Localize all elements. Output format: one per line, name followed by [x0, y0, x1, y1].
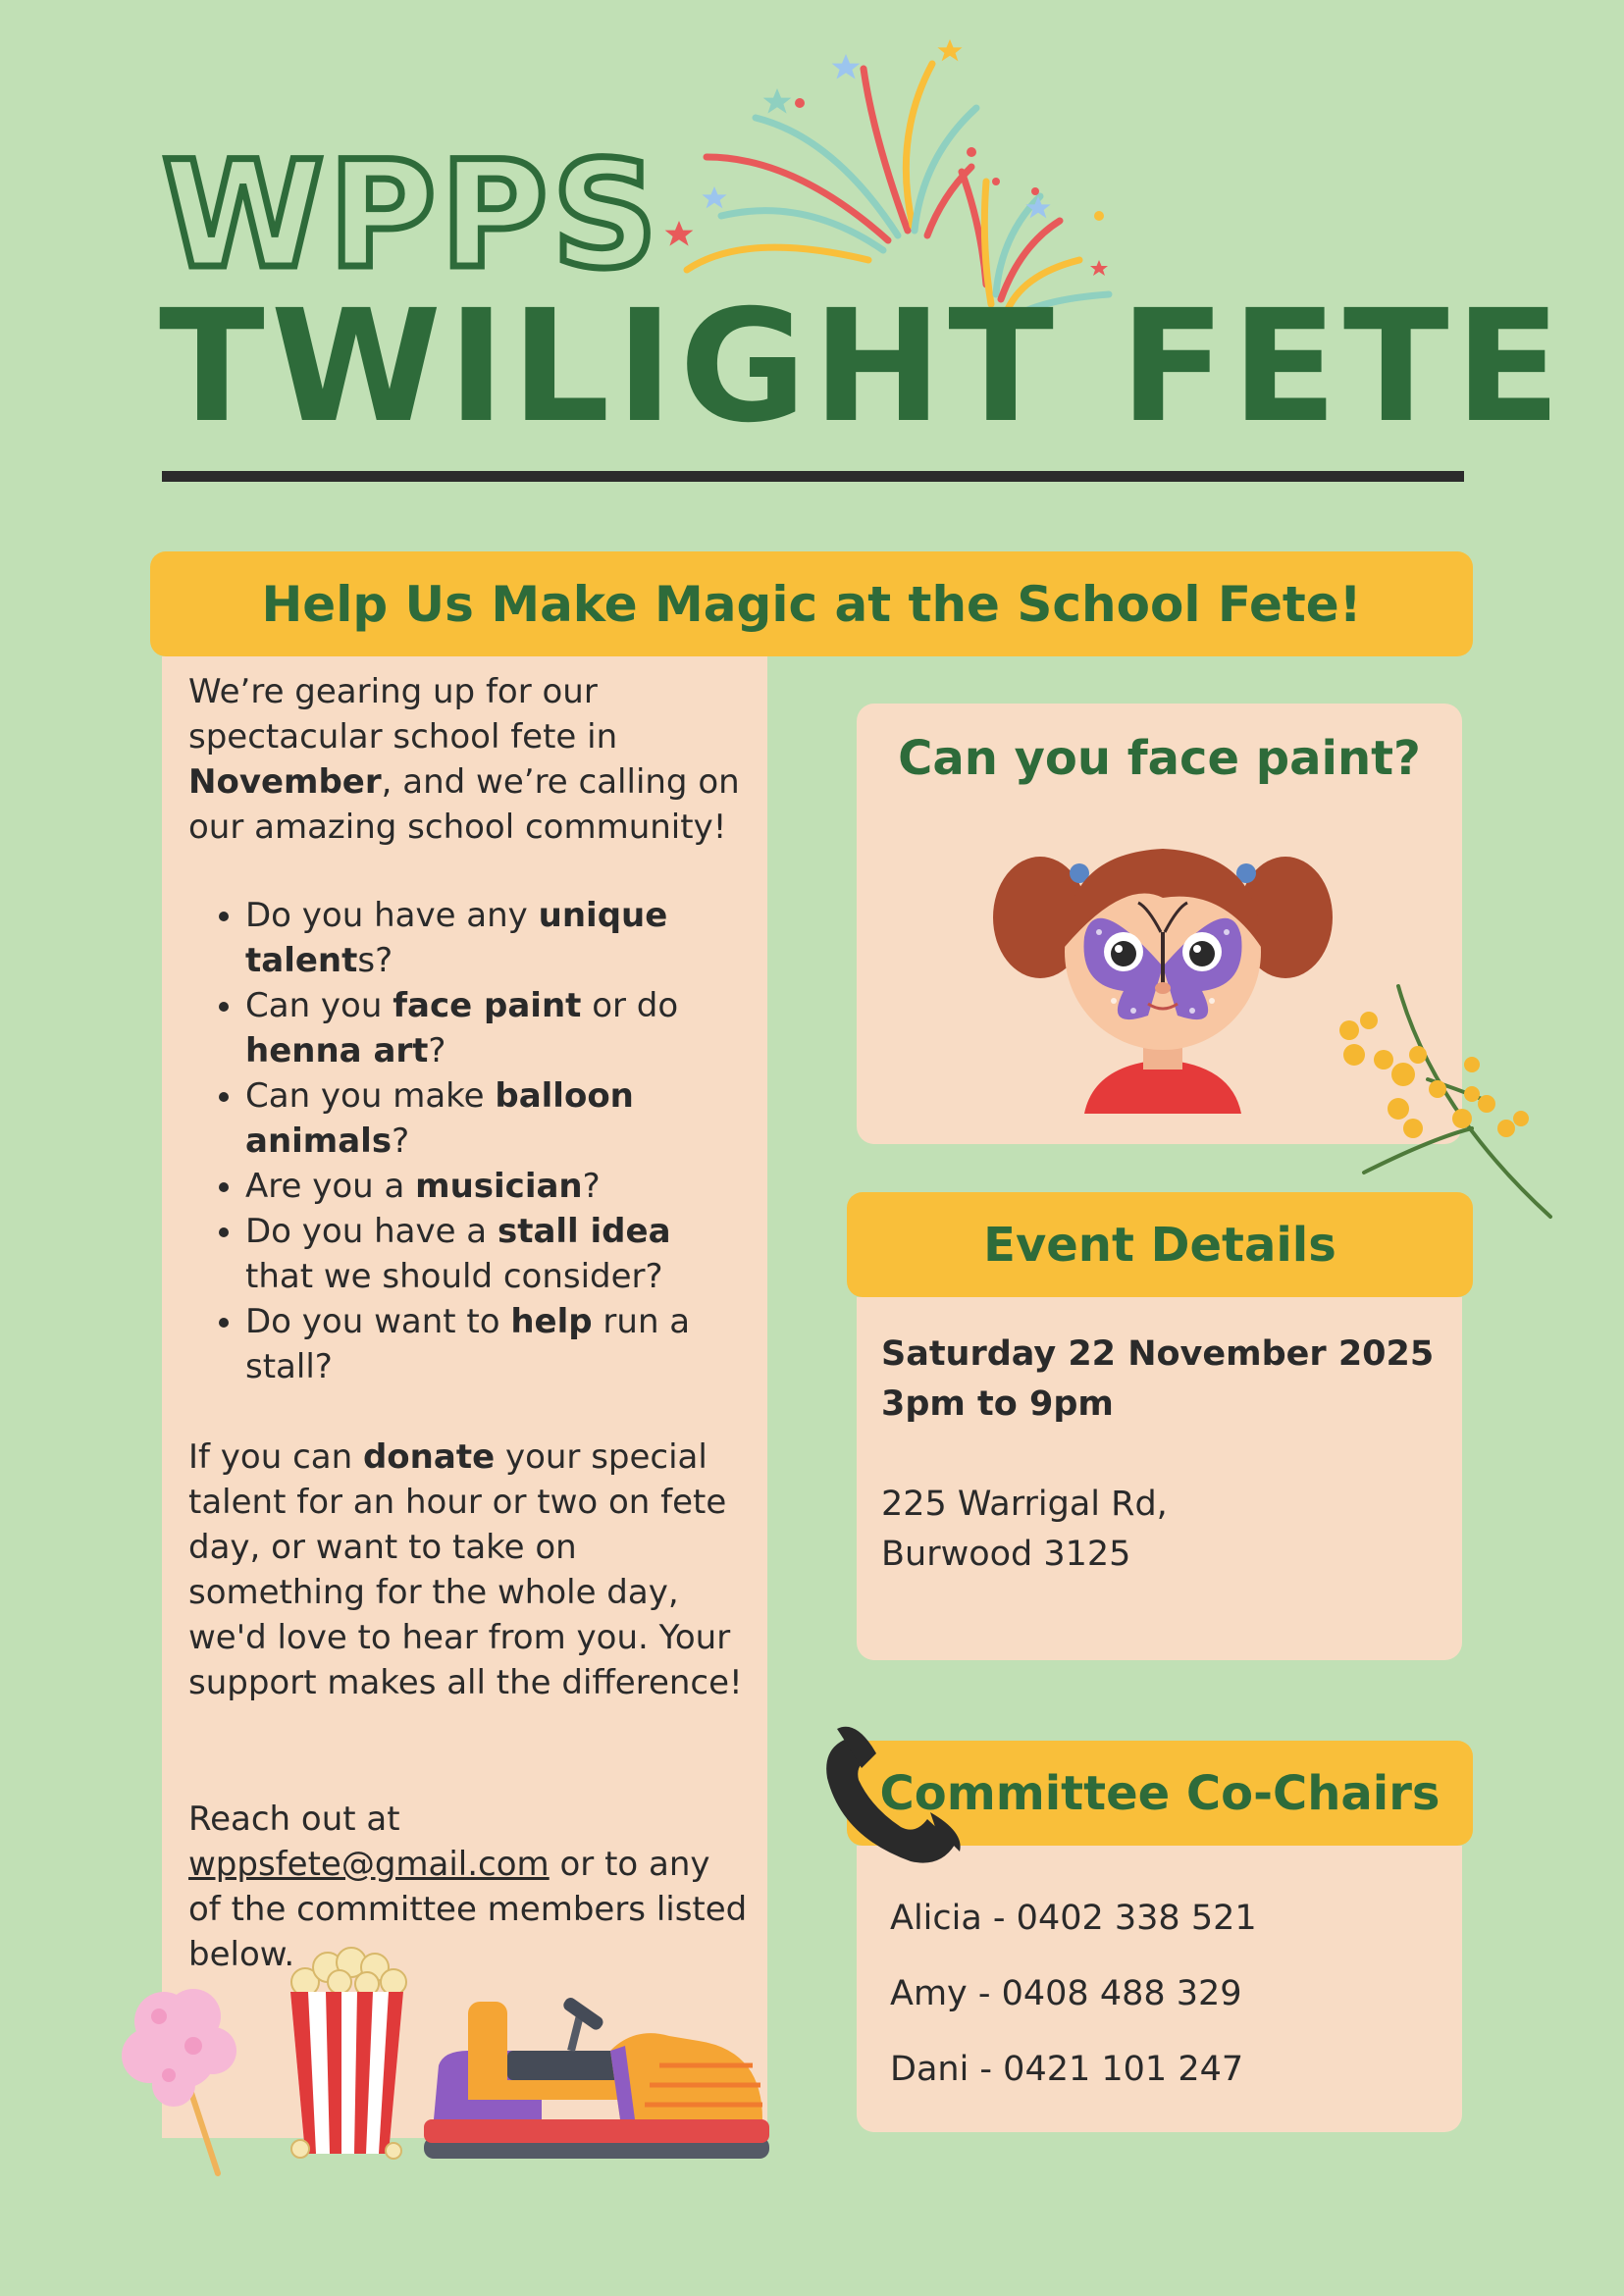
main-banner — [150, 551, 1473, 656]
cotton-candy-icon — [120, 1977, 247, 2178]
contact-paragraph: Reach out at wppsfete@gmail.com or to any of the committee members listed below. — [188, 1800, 748, 1974]
wattle-flower-icon — [1325, 981, 1560, 1222]
event-details-banner — [847, 1192, 1473, 1297]
committee-member: Amy - 0408 488 329 — [890, 1974, 1242, 2013]
event-datetime — [881, 1330, 1434, 1430]
committee-title: Committee Co-Chairs — [879, 1765, 1441, 1821]
list-item: • Are you a musician? — [245, 1164, 748, 1209]
org-title: WPPS — [162, 130, 662, 301]
bumper-car-icon — [424, 1992, 772, 2164]
address-line-1: 225 Warrigal Rd, — [881, 1485, 1168, 1524]
address-line-2: Burwood 3125 — [881, 1535, 1131, 1574]
list-item: • Do you want to help run a stall? — [245, 1299, 748, 1389]
list-item: • Can you face paint or do henna art? — [245, 983, 748, 1073]
list-item: • Do you have a stall idea that we should consider? — [245, 1209, 748, 1299]
event-title: TWILIGHT FETE — [159, 277, 1567, 457]
phone-icon — [817, 1719, 965, 1876]
committee-member: Alicia - 0402 338 521 — [890, 1899, 1257, 1938]
face-paint-title: Can you face paint? — [898, 731, 1421, 786]
girl-face-paint-icon — [986, 819, 1339, 1114]
list-item: • Can you make balloon animals? — [245, 1073, 748, 1164]
email-link[interactable]: wppsfete@gmail.com — [188, 1845, 550, 1884]
donate-paragraph: If you can donate your special talent for an hour or two on fete day, or want to take on something for the whole day, we'd love to hear from you. Your support makes all the difference! — [188, 1437, 743, 1702]
talent-list — [188, 893, 748, 1389]
intro-paragraph: We’re gearing up for our spectacular school fete in November, and we’re calling on our amazing school community! — [188, 672, 740, 847]
popcorn-icon — [281, 1923, 413, 2168]
main-banner-text: Help Us Make Magic at the School Fete! — [261, 575, 1362, 633]
event-address — [881, 1480, 1168, 1580]
event-details-title: Event Details — [983, 1217, 1336, 1273]
event-time: 3pm to 9pm — [881, 1384, 1114, 1424]
committee-member: Dani - 0421 101 247 — [890, 2050, 1244, 2089]
list-item: • Do you have any unique talents? — [245, 893, 748, 983]
title-divider — [162, 471, 1464, 482]
event-date: Saturday 22 November 2025 — [881, 1334, 1435, 1374]
